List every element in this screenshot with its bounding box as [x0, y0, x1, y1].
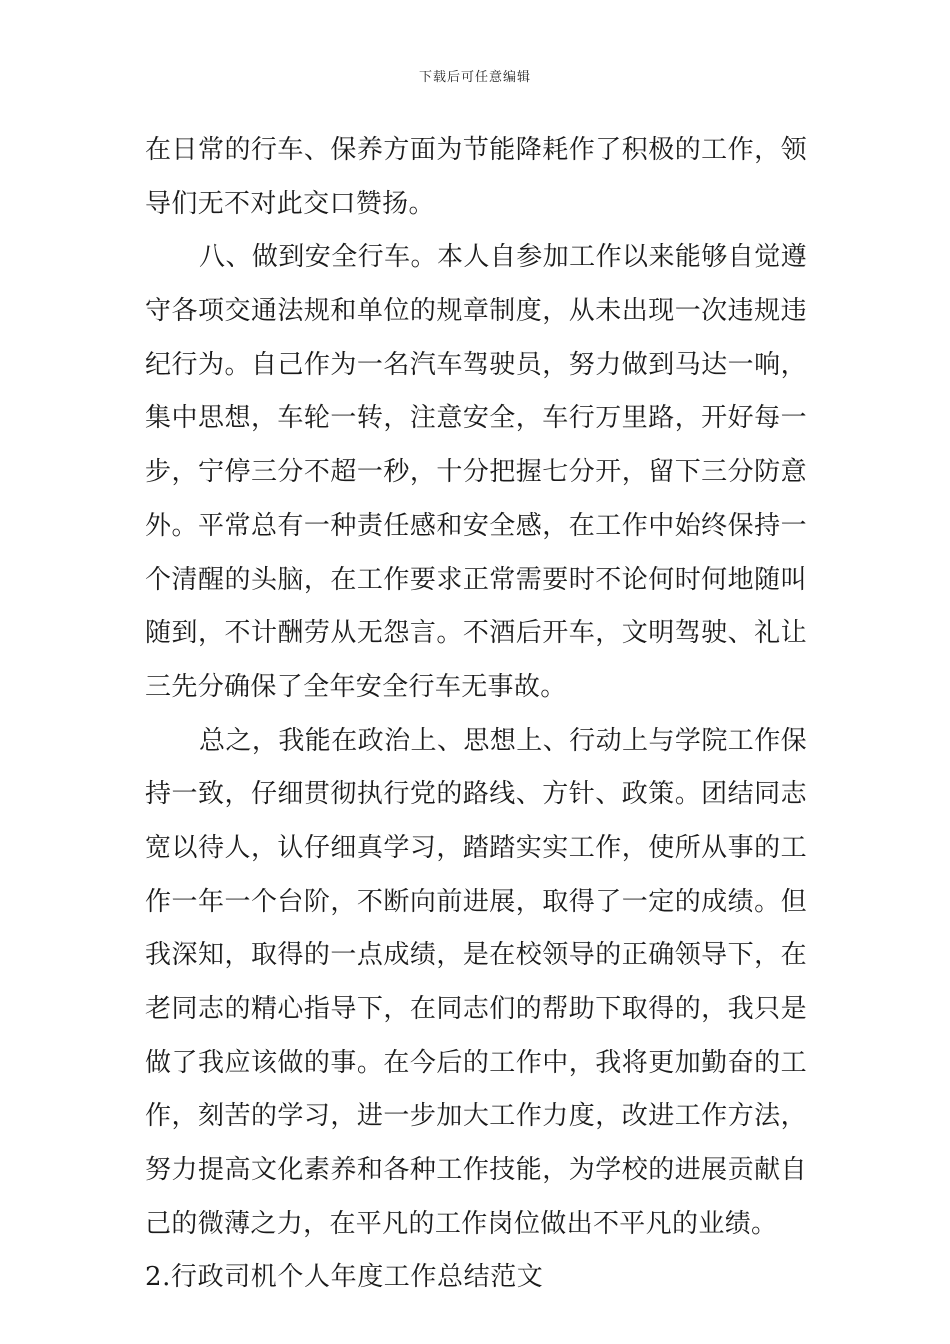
- text-line: 我深知，取得的一点成绩，是在校领导的正确领导下，在: [145, 940, 807, 971]
- text-line: 做了我应该做的事。在今后的工作中，我将更加勤奋的工: [145, 1047, 807, 1078]
- text-line: 作，刻苦的学习，进一步加大工作力度，改进工作方法，: [145, 1101, 807, 1132]
- text-line: 纪行为。自己作为一名汽车驾驶员，努力做到马达一响，: [145, 349, 807, 380]
- text-line: 导们无不对此交口赞扬。: [145, 188, 435, 219]
- text-line: 持一致，仔细贯彻执行党的路线、方针、政策。团结同志: [145, 779, 807, 810]
- document-body: [145, 124, 807, 1305]
- text-line: 个清醒的头脑，在工作要求正常需要时不论何时何地随叫: [145, 564, 807, 595]
- text-line: 三先分确保了全年安全行车无事故。: [145, 671, 567, 702]
- text-line: 宽以待人，认仔细真学习，踏踏实实工作，使所从事的工: [145, 832, 807, 863]
- text-line: 作一年一个台阶，不断向前进展，取得了一定的成绩。但: [145, 886, 807, 917]
- text-line: 外。平常总有一种责任感和安全感，在工作中始终保持一: [145, 510, 807, 541]
- text-line: 努力提高文化素养和各种工作技能，为学校的进展贡献自: [145, 1155, 807, 1186]
- section-heading: 2.行政司机个人年度工作总结范文: [145, 1262, 544, 1293]
- text-line: 守各项交通法规和单位的规章制度，从未出现一次违规违: [145, 296, 807, 327]
- text-line: 己的微薄之力，在平凡的工作岗位做出不平凡的业绩。: [145, 1208, 778, 1239]
- paragraph-start-line: 八、做到安全行车。本人自参加工作以来能够自觉遵: [199, 242, 807, 273]
- page-header: 下载后可任意编辑: [418, 70, 531, 85]
- paragraph-start-line: 总之，我能在政治上、思想上、行动上与学院工作保: [199, 725, 807, 756]
- text-line: 老同志的精心指导下，在同志们的帮助下取得的，我只是: [145, 994, 807, 1024]
- text-line: 随到，不计酬劳从无怨言。不酒后开车，文明驾驶、礼让: [145, 618, 807, 649]
- text-line: 集中思想，车轮一转，注意安全，车行万里路，开好每一: [145, 403, 807, 434]
- text-line: 在日常的行车、保养方面为节能降耗作了积极的工作，领: [145, 135, 807, 165]
- text-line: 步，宁停三分不超一秒，十分把握七分开，留下三分防意: [145, 457, 807, 488]
